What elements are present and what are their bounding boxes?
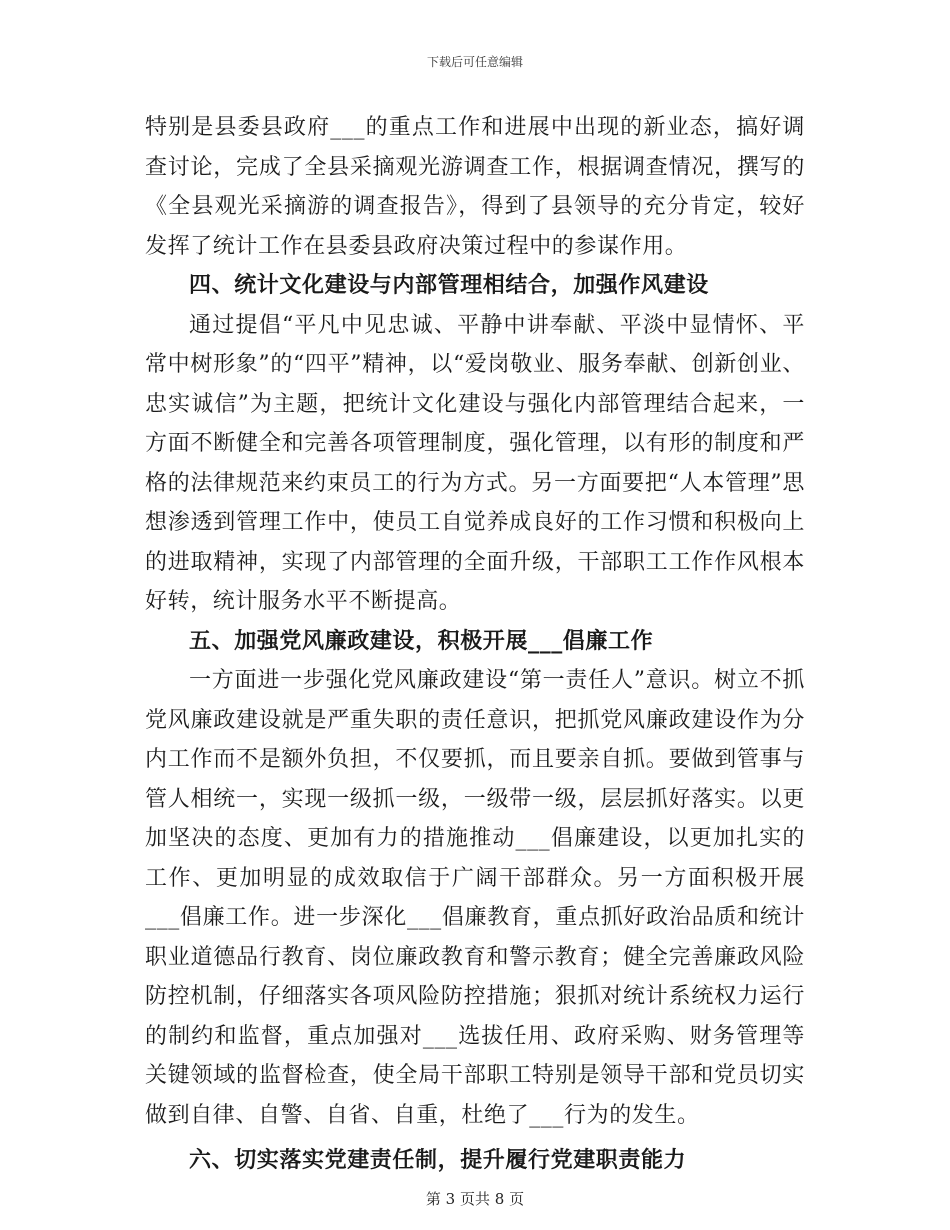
body-paragraph: 通过提倡“平凡中见忠诚、平静中讲奉献、平淡中显情怀、平常中树形象”的“四平”精神，以“爱岗敬业、服务奉献、创新创业、忠实诚信”为主题，把统计文化建设与强化内部管理结合起来，一方面不断健全和完善各项管理制度，强化管理，以有形的制度和严格的法律规范来约束员工的行为方式。另一方面要把“人本管理”思想渗透到管理工作中，使员工自觉养成良好的工作习惯和积极向上的进取精神，实现了内部管理的全面升级，干部职工工作作风根本好转，统计服务水平不断提高。 — [145, 312, 805, 614]
document-body — [145, 108, 805, 1181]
body-paragraph: 一方面进一步强化党风廉政建设“第一责任人”意识。树立不抓党风廉政建设就是严重失职的责任意识，把抓党风廉政建设作为分内工作而不是额外负担，不仅要抓，而且要亲自抓。要做到管事与管人相统一，实现一级抓一级，一级带一级，层层抓好落实。以更加坚决的态度、更加有力的措施推动___倡廉建设，以更加扎实的工作、更加明显的成效取信于广阔干部群众。另一方面积极开展___倡廉工作。进一步深化___倡廉教育，重点抓好政治品质和统计职业道德品行教育、岗位廉政教育和警示教育；健全完善廉政风险防控机制，仔细落实各项风险防控措施；狠抓对统计系统权力运行的制约和监督，重点加强对___选拔任用、政府采购、财务管理等关键领域的监督检查，使全局干部职工特别是领导干部和党员切实做到自律、自警、自省、自重，杜绝了___行为的发生。 — [145, 668, 805, 1128]
page-header: 下载后可任意编辑 — [426, 55, 523, 69]
body-paragraph: 特别是县委县政府___的重点工作和进展中出现的新业态，搞好调查讨论，完成了全县采摘观光游调查工作，根据调查情况，撰写的《全县观光采摘游的调查报告》，得到了县领导的充分肯定，较好发挥了统计工作在县委县政府决策过程中的参谋作用。 — [145, 115, 805, 259]
section-heading-6: 六、切实落实党建责任制，提升履行党建职责能力 — [189, 1147, 687, 1173]
section-heading-5: 五、加强党风廉政建设，积极开展___倡廉工作 — [189, 627, 654, 654]
page-footer: 第 3 页共 8 页 — [425, 1190, 525, 1208]
section-heading-4: 四、统计文化建设与内部管理相结合，加强作风建设 — [189, 272, 709, 298]
